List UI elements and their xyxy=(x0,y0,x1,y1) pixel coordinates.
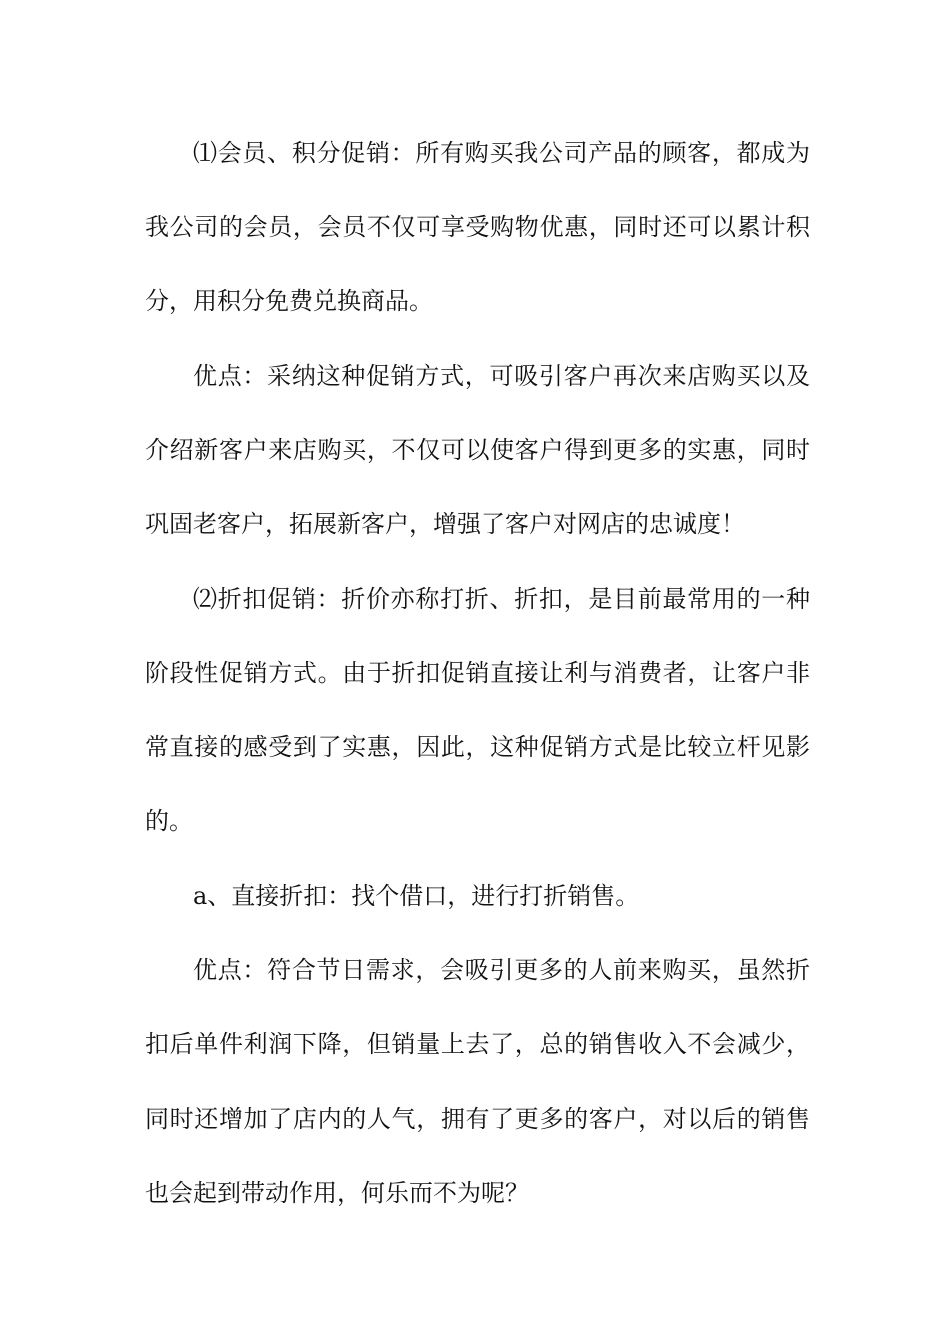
paragraph-5-line-1: 优点：符合节日需求，会吸引更多的人前来购买，虽然折 xyxy=(193,956,810,984)
paragraph-2-line-3: 巩固老客户，拓展新客户，增强了客户对网店的忠诚度！ xyxy=(145,510,745,538)
paragraph-1-line-1: ⑴会员、积分促销：所有购买我公司产品的顾客，都成为 xyxy=(193,139,810,167)
paragraph-3-line-2: 阶段性促销方式。由于折扣促销直接让利与消费者，让客户非 xyxy=(145,659,810,687)
paragraph-4-line-1: a、直接折扣：找个借口，进行打折销售。 xyxy=(193,882,640,910)
paragraph-5-line-4: 也会起到带动作用，何乐而不为呢？ xyxy=(145,1179,529,1207)
paragraph-3-line-3: 常直接的感受到了实惠，因此，这种促销方式是比较立杆见影 xyxy=(145,733,810,761)
paragraph-5-line-3: 同时还增加了店内的人气，拥有了更多的客户，对以后的销售 xyxy=(145,1105,810,1133)
paragraph-3-line-1: ⑵折扣促销：折价亦称打折、折扣，是目前最常用的一种 xyxy=(193,585,810,613)
paragraph-2-line-2: 介绍新客户来店购买，不仅可以使客户得到更多的实惠，同时 xyxy=(145,436,810,464)
paragraph-1-line-2: 我公司的会员，会员不仅可享受购物优惠，同时还可以累计积 xyxy=(145,213,810,241)
paragraph-5-line-2: 扣后单件利润下降，但销量上去了，总的销售收入不会减少， xyxy=(145,1030,810,1058)
paragraph-3-line-4: 的。 xyxy=(145,807,193,835)
paragraph-2-line-1: 优点：采纳这种促销方式，可吸引客户再次来店购买以及 xyxy=(193,362,810,390)
paragraph-1-line-3: 分，用积分免费兑换商品。 xyxy=(145,287,433,315)
